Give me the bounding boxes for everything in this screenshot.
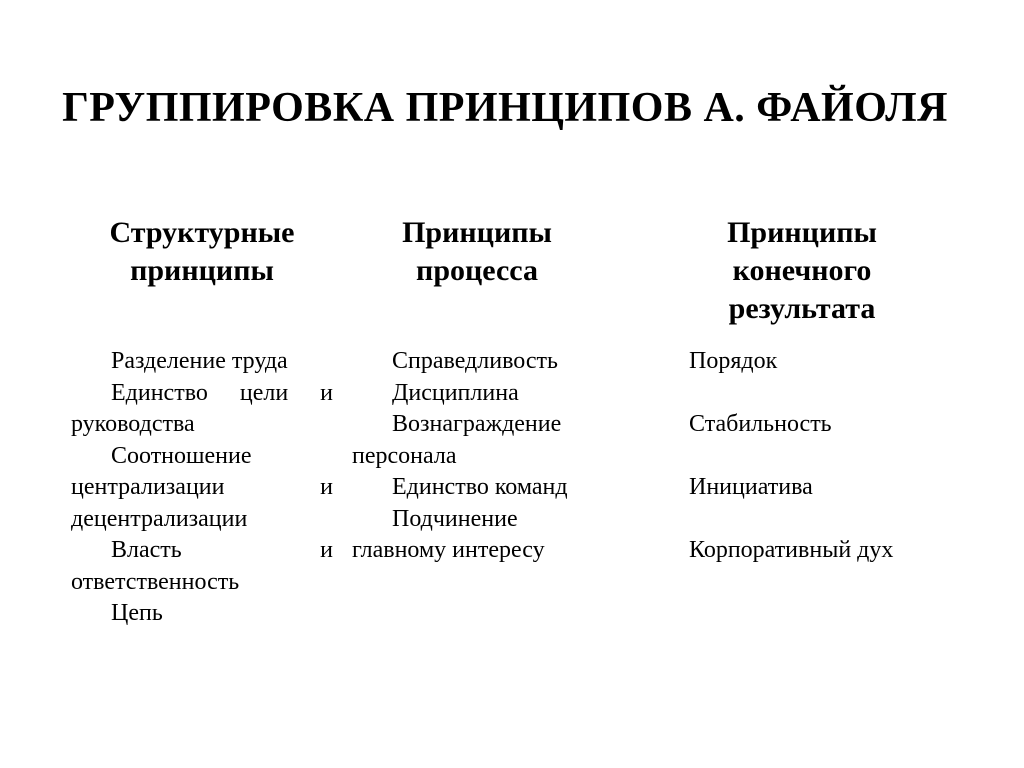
heading-line: Структурные	[109, 216, 295, 249]
structural-principles-list	[71, 346, 333, 630]
result-principles-list	[689, 346, 989, 567]
list-line: Разделение труда	[111, 348, 288, 374]
list-line: Инициатива	[689, 474, 813, 500]
list-line: Стабильность	[689, 411, 832, 437]
heading-line: процесса	[416, 254, 538, 287]
heading-line: Принципы	[727, 216, 877, 249]
list-line: персонала	[352, 442, 457, 469]
column-heading-process	[352, 214, 602, 290]
column-heading-result	[672, 214, 932, 328]
list-line: децентрализации	[71, 505, 248, 532]
list-line: Вознаграждение	[392, 411, 562, 437]
page-title: ГРУППИРОВКА ПРИНЦИПОВ А. ФАЙОЛЯ	[62, 85, 948, 131]
list-line: Дисциплина	[392, 379, 519, 406]
list-spacer	[689, 441, 989, 473]
list-line: Подчинение	[392, 505, 518, 532]
heading-line: Принципы	[402, 216, 552, 249]
heading-line: принципы	[130, 254, 274, 287]
list-line: Корпоративный дух	[689, 537, 894, 563]
list-line: Цепь	[111, 600, 163, 626]
column-heading-structural	[72, 214, 332, 290]
heading-line: конечного	[732, 254, 872, 287]
list-line: главному интересу	[352, 537, 545, 563]
list-line: Порядок	[689, 348, 778, 374]
list-spacer	[689, 504, 989, 536]
list-line: Справедливость	[392, 348, 558, 374]
list-line: Соотношение	[111, 442, 252, 469]
list-line: Единство команд	[392, 474, 568, 500]
heading-line: результата	[728, 292, 876, 325]
list-spacer	[689, 378, 989, 410]
list-line: руководства	[71, 411, 195, 437]
process-principles-list	[352, 346, 604, 567]
list-line: Власть и	[111, 537, 333, 563]
list-line: ответственность	[71, 568, 240, 595]
list-line: Единство цели и	[111, 379, 333, 406]
list-line: централизации и	[71, 474, 333, 500]
